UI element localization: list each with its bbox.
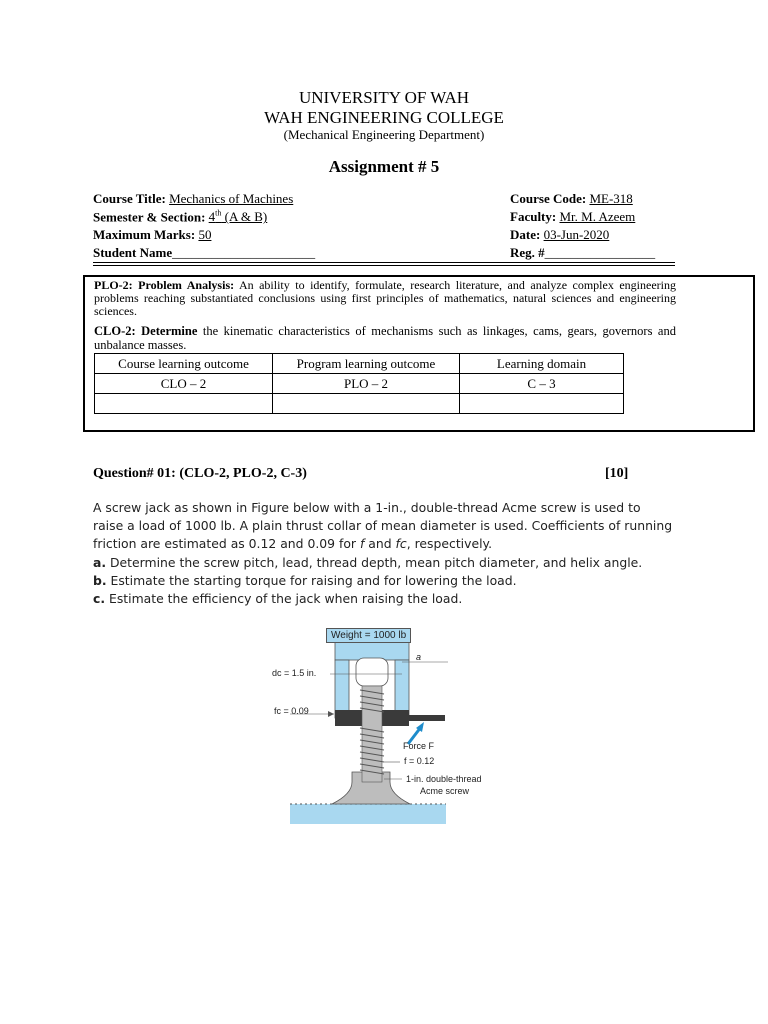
faculty-label: Faculty:	[510, 209, 557, 224]
screw-jack-drawing	[290, 622, 450, 828]
course-code-row	[510, 191, 633, 207]
college-name: WAH ENGINEERING COLLEGE	[264, 108, 504, 127]
question-heading: Question# 01: (CLO-2, PLO-2, C-3)	[93, 466, 307, 481]
reg-blank: _________________	[544, 245, 656, 260]
course-code-value: ME-318	[589, 191, 633, 206]
student-name-blank: ______________________	[172, 245, 316, 260]
clo-paragraph	[94, 324, 676, 352]
plo-title: PLO-2: Problem Analysis:	[94, 278, 235, 292]
date-label: Date:	[510, 227, 541, 242]
table-cell	[273, 394, 460, 414]
semester-value: 4th (A & B)	[208, 209, 268, 225]
university-name: UNIVERSITY OF WAH	[299, 88, 469, 107]
divider-line	[93, 262, 675, 263]
table-cell: CLO – 2	[95, 374, 273, 394]
table-header-row	[95, 354, 624, 374]
assignment-title: Assignment # 5	[328, 157, 440, 176]
question-part-b: b. Estimate the starting torque for raising and for lowering the load.	[93, 572, 517, 588]
reg-label: Reg. #	[510, 245, 545, 260]
weight-label: Weight = 1000 lb	[326, 628, 411, 643]
outcome-table	[94, 353, 624, 414]
ground-base	[290, 804, 446, 824]
question-marks: [10]	[605, 466, 629, 481]
faculty-value: Mr. M. Azeem	[559, 209, 636, 224]
question-text-line: raise a load of 1000 lb. A plain thrust collar of mean diameter is used. Coefficients of running	[93, 518, 673, 534]
f-label: f = 0.12	[404, 756, 435, 766]
marks-label: Maximum Marks:	[93, 227, 196, 242]
marks-value: 50	[198, 227, 212, 242]
date-value: 03-Jun-2020	[543, 227, 610, 242]
department-name: (Mechanical Engineering Department)	[283, 127, 485, 142]
clo-title: CLO-2: Determine	[94, 324, 198, 338]
screw-head	[356, 658, 388, 686]
table-cell: C – 3	[460, 374, 624, 394]
reg-row	[510, 245, 655, 261]
date-row	[510, 227, 609, 243]
lever-arm	[409, 715, 445, 721]
table-header-cell: Program learning outcome	[273, 354, 460, 374]
divider-line	[93, 265, 675, 266]
course-title-row	[93, 191, 293, 207]
table-cell	[460, 394, 624, 414]
force-label: Force F	[403, 741, 435, 751]
student-name-row	[93, 245, 315, 261]
a-label: a	[416, 652, 422, 662]
dc-label: dc = 1.5 in.	[272, 668, 317, 678]
question-part-c: c. Estimate the efficiency of the jack when raising the load.	[93, 591, 463, 607]
outcomes-box	[83, 275, 755, 432]
course-title-label: Course Title:	[93, 191, 166, 206]
fc-arrow-icon	[328, 711, 334, 717]
question-text-line: A screw jack as shown in Figure below with a 1-in., double-thread Acme screw is used to	[93, 500, 641, 515]
table-row	[95, 374, 624, 394]
table-cell: PLO – 2	[273, 374, 460, 394]
course-title-value: Mechanics of Machines	[169, 191, 294, 206]
load-cap	[335, 642, 409, 660]
question-part-a: a. Determine the screw pitch, lead, thread depth, mean pitch diameter, and helix angle.	[93, 554, 643, 570]
faculty-row	[510, 209, 635, 225]
frame-right	[395, 660, 409, 718]
table-header-cell: Course learning outcome	[95, 354, 273, 374]
plo-paragraph	[94, 279, 676, 318]
plo-text: An ability to identify, formulate, research literature, and analyze complex engineering problems reaching substantiated conclusions using first principles of mathematics, natural sciences and engineering sciences.	[94, 278, 676, 318]
semester-row	[93, 209, 267, 225]
question-body	[93, 499, 677, 608]
marks-row	[93, 227, 211, 243]
screw-jack-figure	[272, 622, 482, 828]
clo-text: the kinematic characteristics of mechanisms such as linkages, cams, gears, governors and unbalance masses.	[94, 324, 676, 352]
table-header-cell: Learning domain	[460, 354, 624, 374]
screw-label-1: 1-in. double-thread	[406, 774, 482, 784]
screw-label-2: Acme screw	[420, 786, 470, 796]
student-name-label: Student Name	[93, 245, 173, 260]
table-row	[95, 394, 624, 414]
course-code-label: Course Code:	[510, 191, 587, 206]
table-cell	[95, 394, 273, 414]
question-text-line: friction are estimated as 0.12 and 0.09 for f and fc, respectively.	[93, 536, 493, 552]
semester-label: Semester & Section:	[93, 209, 206, 225]
fc-label: fc = 0.09	[274, 706, 309, 716]
frame-left	[335, 660, 349, 718]
